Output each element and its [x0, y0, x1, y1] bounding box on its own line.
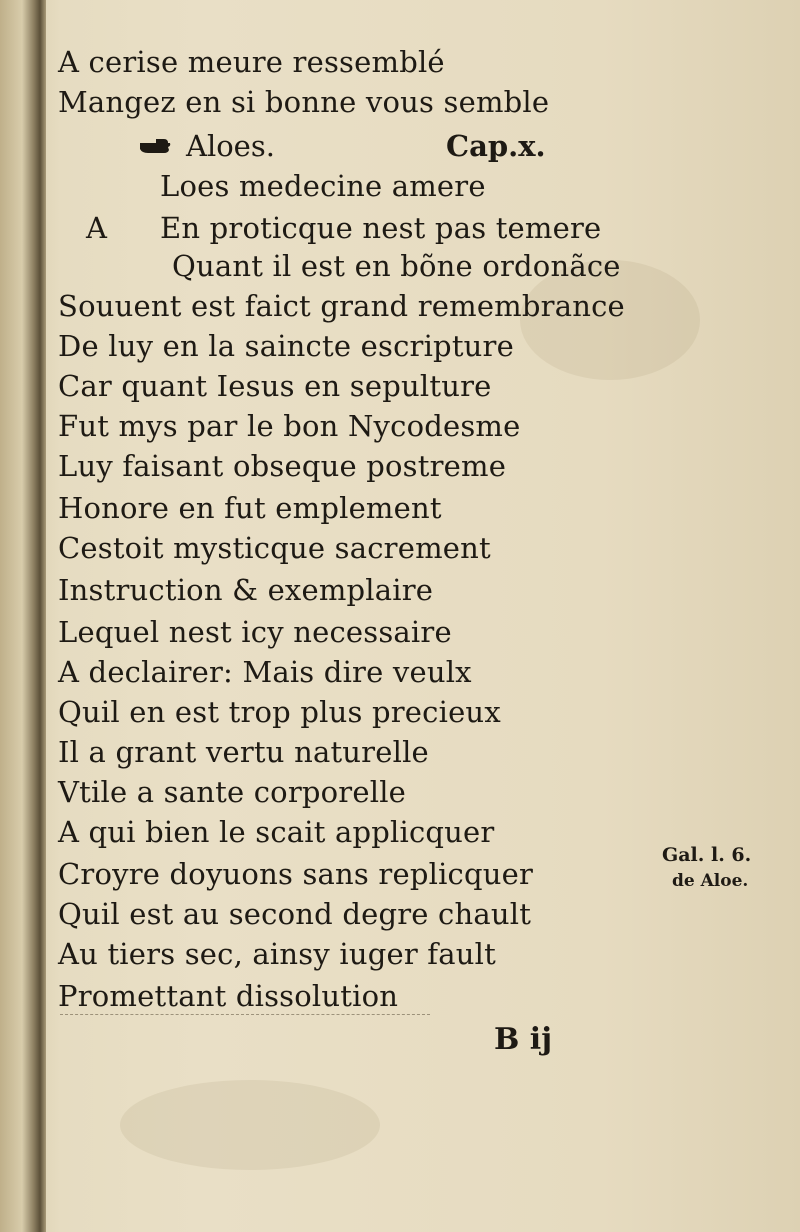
- verse-line: Luy faisant obseque postreme: [58, 449, 507, 483]
- margin-note-line-1: Gal. l. 6.: [662, 844, 752, 866]
- verse-line: Quil en est trop plus precieux: [58, 695, 501, 729]
- chapter-title: Aloes.: [186, 129, 275, 163]
- verse-line: Promettant dissolution: [58, 979, 399, 1013]
- verse-line: Honore en fut emplement: [58, 491, 442, 525]
- signature-mark: B ij: [494, 1022, 553, 1057]
- chapter-number: Cap.x.: [446, 129, 546, 163]
- verse-line: Instruction & exemplaire: [58, 573, 434, 607]
- verse-line: Souuent est faict grand remembrance: [58, 289, 625, 323]
- verse-line: Au tiers sec, ainsy iuger fault: [58, 937, 496, 971]
- verse-line: Loes medecine amere: [160, 169, 486, 203]
- verse-line: Lequel nest icy necessaire: [58, 615, 452, 649]
- verse-line: En proticque nest pas temere: [160, 211, 602, 245]
- verse-line: De luy en la saincte escripture: [58, 329, 514, 363]
- verse-line: Cestoit mysticque sacrement: [58, 531, 491, 565]
- paper-stain: [120, 1080, 380, 1170]
- verse-line-top-2: Mangez en si bonne vous semble: [58, 85, 550, 119]
- margin-note-line-2: de Aloe.: [672, 871, 749, 891]
- book-gutter: [0, 0, 46, 1232]
- verse-line: Quant il est en bõne ordonãce: [172, 249, 621, 283]
- verse-line: Vtile a sante corporelle: [58, 775, 407, 809]
- verse-line: A declairer: Mais dire veulx: [58, 655, 472, 689]
- verse-line: Fut mys par le bon Nycodesme: [58, 409, 521, 443]
- chapter-heading: [138, 126, 275, 166]
- verse-line-top-1: A cerise meure ressemblé: [58, 45, 445, 79]
- verse-line: Quil est au second degre chault: [58, 897, 532, 931]
- verse-line: A qui bien le scait applicquer: [58, 815, 495, 849]
- verse-line: Car quant Iesus en sepulture: [58, 369, 492, 403]
- verse-line: Croyre doyuons sans replicquer: [58, 857, 534, 891]
- bottom-rule: [60, 1014, 430, 1015]
- verse-line: Il a grant vertu naturelle: [58, 735, 429, 769]
- pointing-hand-icon: [138, 135, 172, 157]
- margin-letter-marker: A: [86, 211, 107, 245]
